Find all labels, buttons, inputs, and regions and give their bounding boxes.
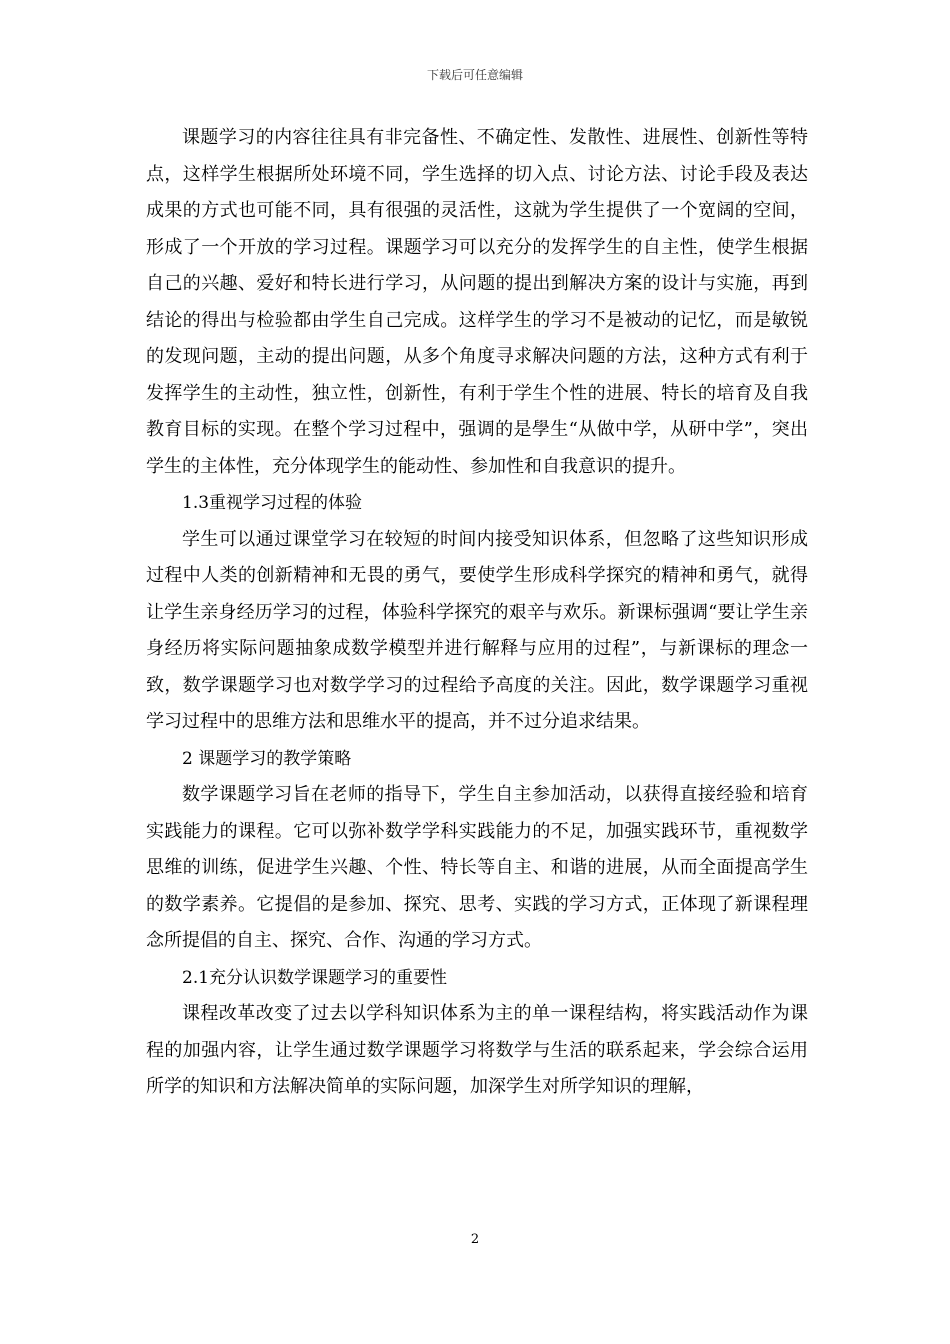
page-header-note: 下载后可任意编辑 xyxy=(426,68,523,82)
document-body xyxy=(146,120,808,1106)
section-heading-2-1: 2.1充分认识数学课题学习的重要性 xyxy=(182,967,448,988)
paragraph-teaching-strategy: 数学课题学习旨在老师的指导下，学生自主参加活动，以获得直接经验和培育实践能力的课程。它可以弥补数学学科实践能力的不足，加强实践环节，重视数学思维的训练，促进学生兴趣、个性、特长等自主、和谐的进展，从而全面提高学生的数学素养。它提倡的是参加、探究、思考、实践的学习方式，正体现了新课程理念所提倡的自主、探究、合作、沟通的学习方式。 xyxy=(146,784,808,951)
paragraph-learning-process-experience: 学生可以通过课堂学习在较短的时间内接受知识体系，但忽略了这些知识形成过程中人类的创新精神和无畏的勇气，要使学生形成科学探究的精神和勇气，就得让学生亲身经历学习的过程，体验科学探究的艰辛与欢乐。新课标强调“要让学生亲身经历将实际问题抽象成数学模型并进行解释与应用的过程”，与新课标的理念一致，数学课题学习也对数学学习的过程给予高度的关注。因此，数学课题学习重视学习过程中的思维方法和思维水平的提高，并不过分追求结果。 xyxy=(146,528,808,732)
paragraph-importance: 课程改革改变了过去以学科知识体系为主的单一课程结构，将实践活动作为课程的加强内容，让学生通过数学课题学习将数学与生活的联系起来，学会综合运用所学的知识和方法解决简单的实际问题，加深学生对所学知识的理解， xyxy=(146,1003,808,1097)
paragraph-course-learning-features: 课题学习的内容往往具有非完备性、不确定性、发散性、进展性、创新性等特点，这样学生根据所处环境不同，学生选择的切入点、讨论方法、讨论手段及表达成果的方式也可能不同，具有很强的灵活性，这就为学生提供了一个宽阔的空间，形成了一个开放的学习过程。课题学习可以充分的发挥学生的自主性，使学生根据自己的兴趣、爱好和特长进行学习，从问题的提出到解决方案的设计与实施，再到结论的得出与检验都由学生自己完成。这样学生的学习不是被动的记忆，而是敏锐的发现问题，主动的提出问题，从多个角度寻求解决问题的方法，这种方式有利于发挥学生的主动性，独立性，创新性，有利于学生个性的进展、特长的培育及自我教育目标的实现。在整个学习过程中，强调的是學生“从做中学，从研中学”，突出学生的主体性，充分体现学生的能动性、参加性和自我意识的提升。 xyxy=(146,127,808,477)
section-heading-2: 2 课题学习的教学策略 xyxy=(182,748,352,769)
section-heading-1-3: 1.3重视学习过程的体验 xyxy=(182,493,363,513)
page-number: 2 xyxy=(470,1232,480,1247)
